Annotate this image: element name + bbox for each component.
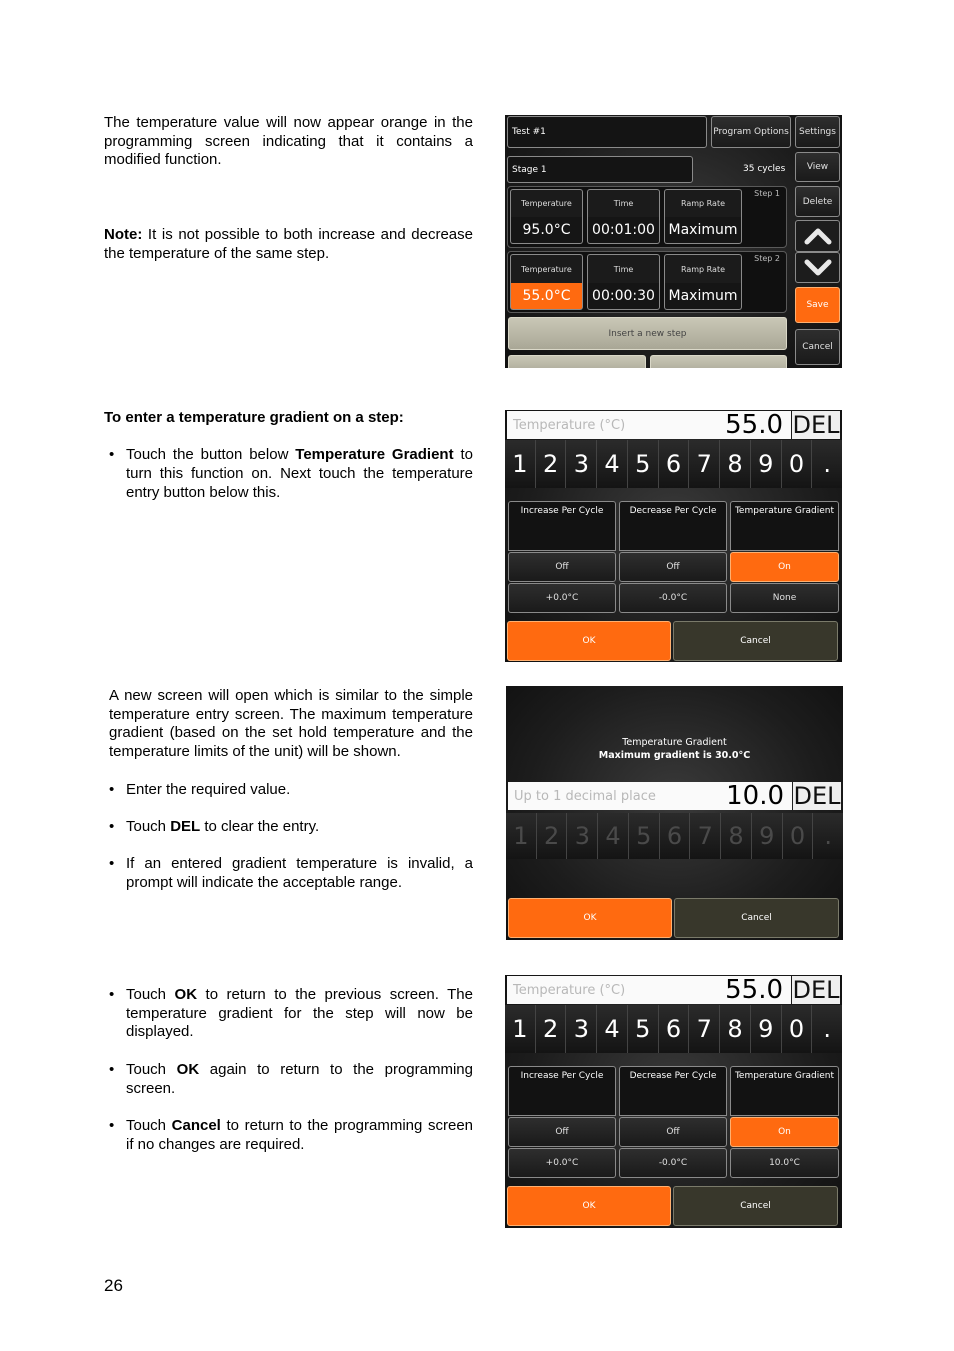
key-2[interactable]: 2	[536, 440, 567, 488]
section2-text	[104, 409, 473, 503]
gradient-entry-screen	[506, 686, 843, 940]
step-1-time-value[interactable]: 00:01:00	[587, 217, 660, 244]
step-2-time-value[interactable]: 00:00:30	[587, 283, 660, 310]
step-2-time-head: Time	[587, 254, 660, 283]
gradient-value-button[interactable]: None	[730, 583, 839, 613]
key-1[interactable]: 1	[505, 1005, 536, 1053]
cancel-button[interactable]: Cancel	[795, 329, 840, 365]
bullet-text: Touch	[126, 1116, 172, 1134]
key-8[interactable]: 8	[720, 1005, 751, 1053]
gradient-input[interactable]	[508, 782, 792, 810]
section2-bullets	[104, 446, 473, 502]
cycles-count: 35 cycles	[743, 164, 786, 174]
key-7[interactable]: 7	[689, 1005, 720, 1053]
del-button[interactable]: DEL	[792, 411, 840, 439]
gradient-message	[506, 736, 843, 762]
gradient-placeholder: Up to 1 decimal place	[514, 789, 656, 804]
step-1-label: Step 1	[754, 189, 780, 198]
key-4[interactable]: 4	[597, 440, 628, 488]
step-2-temperature-head: Temperature	[510, 254, 583, 283]
section1-text	[104, 114, 473, 264]
gradient-toggle[interactable]: On	[730, 1117, 839, 1147]
page-number: 26	[104, 1276, 123, 1295]
key-2[interactable]: 2	[537, 813, 568, 859]
step-1-temperature-value[interactable]: 95.0°C	[510, 217, 583, 244]
key-1[interactable]: 1	[506, 813, 537, 859]
key-5[interactable]: 5	[629, 813, 660, 859]
key-3[interactable]: 3	[566, 440, 597, 488]
cancel-button[interactable]: Cancel	[674, 898, 839, 938]
section1-paragraph: The temperature value will now appear orange in the programming screen indicating that it contains a modified function.	[104, 114, 473, 169]
ok-button[interactable]: OK	[507, 621, 671, 661]
step-1-ramp-head: Ramp Rate	[664, 189, 742, 217]
temperature-gradient-head: Temperature Gradient	[730, 501, 839, 551]
temperature-input[interactable]	[507, 411, 791, 439]
note-text: It is not possible to both increase and decrease the temperature of the same step.	[104, 226, 473, 262]
temperature-input[interactable]	[507, 976, 791, 1004]
key-8[interactable]: 8	[721, 813, 752, 859]
key-4[interactable]: 4	[597, 1005, 628, 1053]
key-3[interactable]: 3	[567, 813, 598, 859]
list-item	[104, 1117, 473, 1154]
entry-row	[505, 410, 842, 440]
section3-bullets	[104, 781, 473, 893]
gradient-value-button[interactable]: 10.0°C	[730, 1148, 839, 1178]
section2-heading-text: To enter a temperature gradient on a step:	[104, 409, 404, 426]
del-button[interactable]: DEL	[793, 782, 841, 810]
insert-step-button[interactable]: Insert a new step	[508, 317, 787, 350]
key-9[interactable]: 9	[752, 813, 783, 859]
ok-button[interactable]: OK	[507, 1186, 671, 1226]
decrease-value-button[interactable]: -0.0°C	[619, 583, 727, 613]
delete-button[interactable]: Delete	[795, 186, 840, 217]
bullet-text: again to return to the programming screen.	[126, 1060, 473, 1097]
bullet-text: Touch the button below	[126, 446, 296, 464]
decrease-toggle[interactable]: Off	[619, 552, 727, 582]
list-item: • Enter the required value.	[104, 781, 473, 800]
increase-value-button[interactable]: +0.0°C	[508, 1148, 616, 1178]
program-name-field[interactable]: Test #1	[507, 116, 707, 148]
key-3[interactable]: 3	[566, 1005, 597, 1053]
key-decimal[interactable]: .	[812, 1005, 842, 1053]
spacer	[104, 799, 473, 818]
step-2-temperature-value[interactable]: 55.0°C	[510, 283, 583, 310]
section1-note	[104, 226, 473, 263]
gradient-title: Temperature Gradient	[622, 737, 727, 748]
bullet-text: to clear the entry.	[200, 817, 320, 835]
keypad	[506, 813, 843, 859]
del-button[interactable]: DEL	[792, 976, 840, 1004]
key-9[interactable]: 9	[751, 1005, 782, 1053]
ok-button[interactable]: OK	[508, 898, 672, 938]
save-button[interactable]: Save	[795, 287, 840, 323]
gradient-value: 10.0	[726, 781, 784, 811]
key-0[interactable]: 0	[782, 440, 813, 488]
list-item	[104, 818, 473, 837]
key-2[interactable]: 2	[536, 1005, 567, 1053]
section4-text	[104, 986, 473, 1154]
settings-button[interactable]: Settings	[795, 116, 840, 148]
list-item	[104, 446, 473, 502]
list-item	[104, 1061, 473, 1098]
temperature-value: 55.0	[725, 975, 783, 1005]
bullet-bold: OK	[176, 1060, 200, 1078]
keypad	[505, 1005, 842, 1053]
programming-screen	[505, 115, 842, 368]
note-label: Note:	[104, 226, 143, 244]
step-2-ramp-value[interactable]: Maximum	[664, 283, 742, 310]
spacer	[104, 1042, 473, 1061]
decrease-per-cycle-head: Decrease Per Cycle	[619, 1066, 727, 1116]
entry-row	[505, 975, 842, 1005]
key-4[interactable]: 4	[598, 813, 629, 859]
bullet-bold: Temperature Gradient	[295, 446, 454, 464]
key-decimal[interactable]: .	[812, 440, 842, 488]
keypad	[505, 440, 842, 488]
bullet-bold: OK	[174, 986, 198, 1003]
chevron-down-icon	[804, 259, 832, 277]
key-6[interactable]: 6	[660, 813, 691, 859]
cancel-button[interactable]: Cancel	[673, 621, 838, 661]
key-5[interactable]: 5	[628, 440, 659, 488]
list-item: • If an entered gradient temperature is invalid, a prompt will indicate the acceptable range.	[104, 855, 473, 892]
chevron-up-icon	[804, 227, 832, 245]
bullet-text: to return to the programming screen if no changes are required.	[126, 1116, 474, 1153]
scroll-up-button[interactable]	[795, 220, 840, 252]
temperature-gradient-head: Temperature Gradient	[730, 1066, 839, 1116]
stage-field[interactable]: Stage 1	[507, 156, 693, 183]
cancel-button[interactable]: Cancel	[673, 1186, 838, 1226]
entry-row	[506, 781, 843, 811]
key-5[interactable]: 5	[628, 1005, 659, 1053]
bullet-text: to return to the previous screen. The temperature gradient for the step will now be displayed.	[126, 986, 473, 1041]
spacer	[104, 837, 473, 856]
decrease-per-cycle-head: Decrease Per Cycle	[619, 501, 727, 551]
bullet-bold: Cancel	[171, 1116, 221, 1134]
step-1-temperature-head: Temperature	[510, 189, 583, 217]
gradient-max: Maximum gradient is 30.0°C	[598, 750, 751, 761]
bullet-text: Touch	[126, 817, 171, 835]
bullet-text: to turn this function on. Next touch the temperature entry button below this.	[126, 446, 473, 501]
bottom-left-button[interactable]	[508, 355, 646, 368]
key-0[interactable]: 0	[783, 813, 814, 859]
temperature-value: 55.0	[725, 410, 783, 440]
step-2-label: Step 2	[754, 254, 780, 263]
key-9[interactable]: 9	[751, 440, 782, 488]
decrease-value-button[interactable]: -0.0°C	[619, 1148, 727, 1178]
bullet-bold: DEL	[170, 817, 201, 835]
step-1-time-head: Time	[587, 189, 660, 217]
list-item	[104, 986, 473, 1042]
temperature-placeholder: Temperature (°C)	[513, 983, 626, 998]
increase-per-cycle-head: Increase Per Cycle	[508, 1066, 616, 1116]
key-8[interactable]: 8	[720, 440, 751, 488]
temperature-entry-screen-updated	[505, 975, 842, 1228]
view-button[interactable]: View	[795, 152, 840, 182]
key-1[interactable]: 1	[505, 440, 536, 488]
increase-toggle[interactable]: Off	[508, 1117, 616, 1147]
step-2-ramp-head: Ramp Rate	[664, 254, 742, 283]
scroll-down-button[interactable]	[795, 252, 840, 283]
increase-toggle[interactable]: Off	[508, 552, 616, 582]
key-6[interactable]: 6	[659, 1005, 690, 1053]
section2-heading	[104, 409, 473, 428]
bullet-text: Touch	[126, 986, 175, 1003]
increase-value-button[interactable]: +0.0°C	[508, 583, 616, 613]
temperature-placeholder: Temperature (°C)	[513, 418, 626, 433]
step-1-ramp-value[interactable]: Maximum	[664, 217, 742, 244]
increase-per-cycle-head: Increase Per Cycle	[508, 501, 616, 551]
decrease-toggle[interactable]: Off	[619, 1117, 727, 1147]
section3-paragraph: A new screen will open which is similar to the simple temperature entry screen. The maximum temperature gradient (based on the set hold temperature and the temperature limits of the unit) will be shown.	[109, 687, 473, 761]
gradient-toggle[interactable]: On	[730, 552, 839, 582]
key-decimal[interactable]: .	[813, 813, 843, 859]
section3-text	[109, 687, 473, 893]
section4-bullets	[104, 986, 473, 1154]
temperature-entry-screen	[505, 410, 842, 662]
key-7[interactable]: 7	[689, 440, 720, 488]
bottom-right-button[interactable]	[650, 355, 787, 368]
key-7[interactable]: 7	[690, 813, 721, 859]
program-options-button[interactable]: Program Options	[711, 116, 791, 148]
key-0[interactable]: 0	[782, 1005, 813, 1053]
spacer	[104, 1098, 473, 1117]
bullet-text: Touch	[126, 1060, 177, 1078]
key-6[interactable]: 6	[659, 440, 690, 488]
